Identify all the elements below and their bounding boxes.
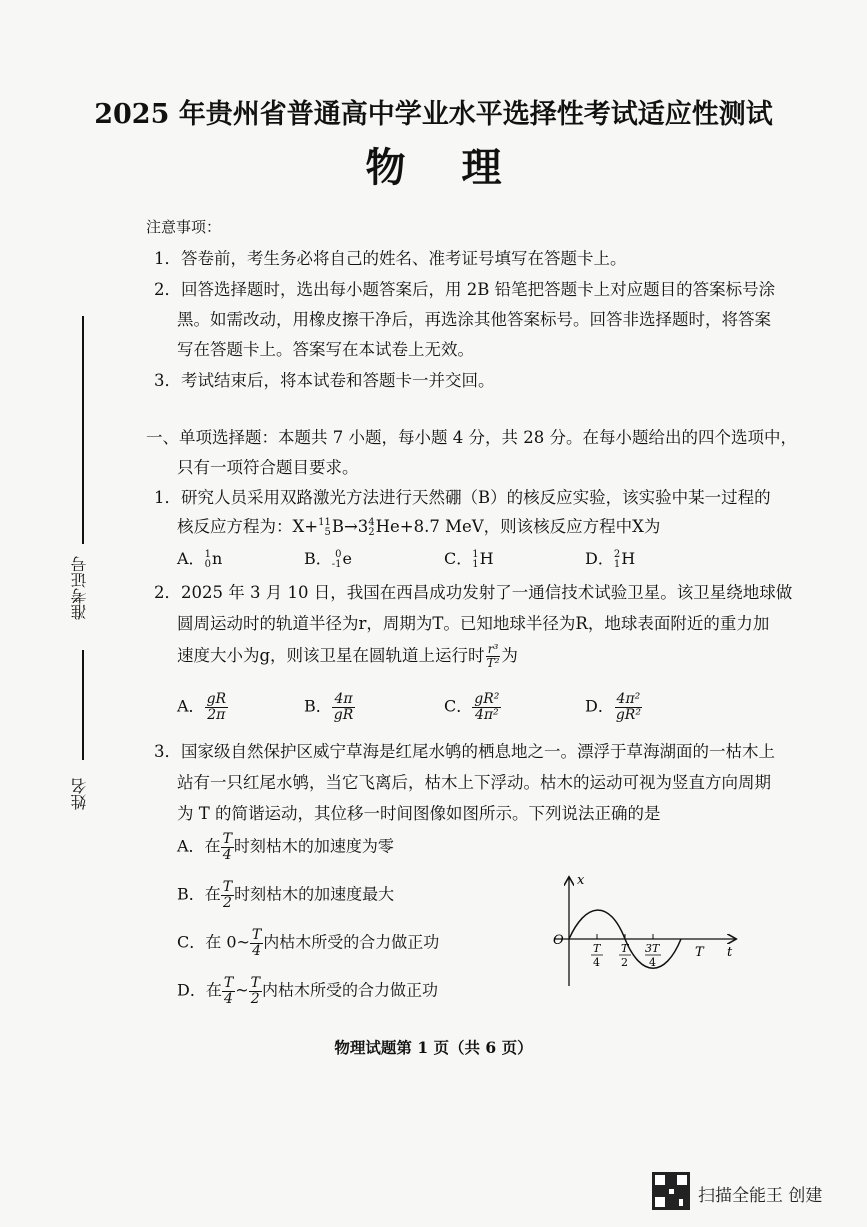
tick-label: 4	[593, 956, 600, 969]
q2-option-a: A． $\frac{gR}{2\pi}$	[177, 691, 227, 723]
q3-option-c: C．在 0~ $\frac{T}{4}$ 内枯木所受的合力做正功	[177, 927, 440, 959]
section-heading-cont: 只有一项符合题目要求。	[177, 458, 359, 477]
q3-stem: 3．国家级自然保护区威宁草海是红尾水鸲的栖息地之一。漂浮于草海湖面的一枯木上	[154, 742, 775, 761]
q2-option-b: B． $\frac{4\pi}{gR}$	[304, 691, 354, 723]
origin-label: O	[553, 933, 564, 948]
period-label: T	[695, 945, 704, 960]
scanner-watermark: 扫描全能王 创建	[698, 1186, 823, 1206]
section-heading: 一、单项选择题：本题共 7 小题，每小题 4 分，共 28 分。在每小题给出的四个选项中，	[146, 428, 797, 447]
q3-option-a: A．在 $\frac{T}{4}$ 时刻枯木的加速度为零	[177, 831, 394, 863]
q3-stem-cont: 站有一只红尾水鸲，当它飞离后，枯木上下浮动。枯木的运动可视为竖直方向周期	[177, 773, 771, 792]
q2-stem-cont: 速度大小为g，则该卫星在圆轨道上运行时 $\frac{\text{r³}}{\text{T²}}$ 为	[177, 642, 518, 670]
q1-option-a: A． 1 0 n	[177, 548, 223, 570]
q1-option-b: B． 0 -1 e	[304, 548, 352, 570]
exam-title: 2025 年贵州省普通高中学业水平选择性考试适应性测试	[94, 99, 773, 130]
binding-line	[82, 316, 84, 544]
q2-stem: 2．2025 年 3 月 10 日，我国在西昌成功发射了一通信技术试验卫星。该卫星绕地球做	[154, 583, 793, 602]
y-axis-label: x	[577, 873, 585, 888]
q2-option-c: C． $\frac{\text{gR²}}{\text{4π²}}$	[444, 691, 500, 723]
q1-equation: 核反应方程为：X+ 11 5 B→3 4 2 He+8.7 MeV，则该核反应方程中X为	[177, 516, 661, 538]
notice-heading: 注意事项：	[146, 218, 222, 236]
candidate-no-label: 准考证号	[70, 556, 89, 620]
tick-label: 4	[649, 956, 656, 969]
binding-line	[82, 650, 84, 760]
name-label: 姓名	[70, 778, 89, 810]
q3-option-b: B．在 $\frac{T}{2}$ 时刻枯木的加速度最大	[177, 879, 395, 911]
x-axis-label: t	[727, 945, 733, 960]
tick-label: 2	[621, 956, 628, 969]
page-footer: 物理试题第 1 页（共 6 页）	[334, 1038, 533, 1057]
notice-item: 2．回答选择题时，选出每小题答案后，用 2B 铅笔把答题卡上对应题目的答案标号涂	[154, 280, 776, 299]
q2-stem-cont: 圆周运动时的轨道半径为r，周期为T。已知地球半径为R，地球表面附近的重力加	[177, 614, 770, 633]
q1-stem: 1．研究人员采用双路激光方法进行天然硼（B）的核反应实验，该实验中某一过程的	[154, 488, 771, 507]
q3-stem-cont: 为 T 的简谐运动，其位移一时间图像如图所示。下列说法正确的是	[177, 804, 661, 823]
notice-item: 黑。如需改动，用橡皮擦干净后，再选涂其他答案标号。回答非选择题时，将答案	[177, 310, 771, 329]
tick-label: T	[593, 942, 601, 955]
qr-code-icon	[652, 1172, 690, 1210]
tick-label: 3T	[645, 942, 660, 955]
displacement-time-graph	[545, 868, 745, 988]
q1-option-d: D． 2 1 H	[585, 548, 636, 570]
notice-item: 3．考试结束后，将本试卷和答题卡一并交回。	[154, 371, 495, 390]
q1-option-c: C． 1 1 H	[444, 548, 494, 570]
notice-item: 写在答题卡上。答案写在本试卷上无效。	[177, 340, 474, 359]
q2-option-d: D． $\frac{\text{4π²}}{\text{gR²}}$	[585, 691, 641, 723]
q3-option-d: D．在 $\frac{T}{4}$ ~ $\frac{T}{2}$ 内枯木所受的合力做正功	[177, 975, 438, 1007]
tick-label: T	[621, 942, 629, 955]
subject-title: 物理	[365, 144, 558, 191]
notice-item: 1．答卷前，考生务必将自己的姓名、准考证号填写在答题卡上。	[154, 249, 627, 268]
